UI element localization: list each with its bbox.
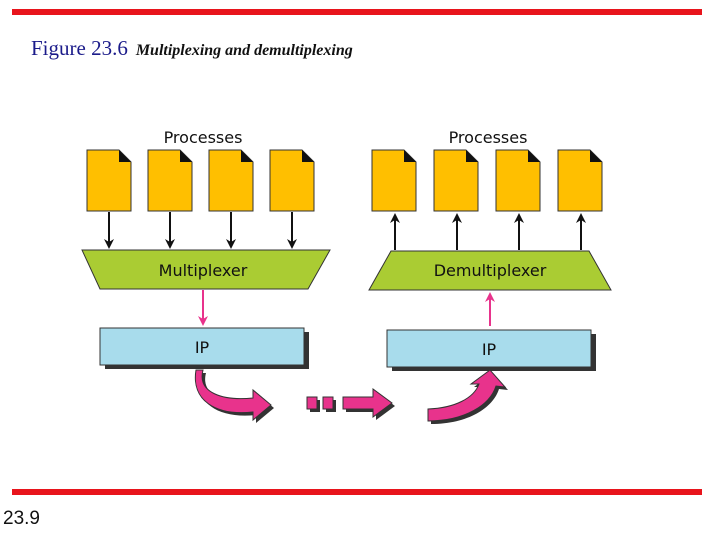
slide-number: 23.9	[3, 508, 40, 529]
bottom-red-rule	[12, 489, 702, 495]
left-process-document-icon-1	[87, 150, 131, 211]
right-process-document-icon-1	[372, 150, 416, 211]
right-process-document-icon-2	[434, 150, 478, 211]
transmission-dashes	[307, 397, 336, 412]
figure-number: Figure 23.6	[31, 36, 128, 60]
left-process-document-icon-3	[209, 150, 253, 211]
left-process-document-icon-2	[148, 150, 192, 211]
middle-flow-arrow	[343, 389, 395, 420]
figure-caption: Multiplexing and demultiplexing	[135, 42, 353, 59]
right-processes-label: Processes	[448, 128, 528, 147]
multiplexer-label: Multiplexer	[158, 261, 248, 280]
left-curved-flow-arrow	[195, 370, 274, 423]
right-ip-label: IP	[481, 340, 497, 359]
demultiplexer-label: Demultiplexer	[433, 261, 547, 280]
right-process-document-icon-3	[496, 150, 540, 211]
left-ip-label: IP	[194, 338, 210, 357]
left-processes-label: Processes	[163, 128, 243, 147]
right-curved-flow-arrow	[428, 370, 508, 424]
right-process-document-icon-4	[558, 150, 602, 211]
left-process-document-icon-4	[270, 150, 314, 211]
